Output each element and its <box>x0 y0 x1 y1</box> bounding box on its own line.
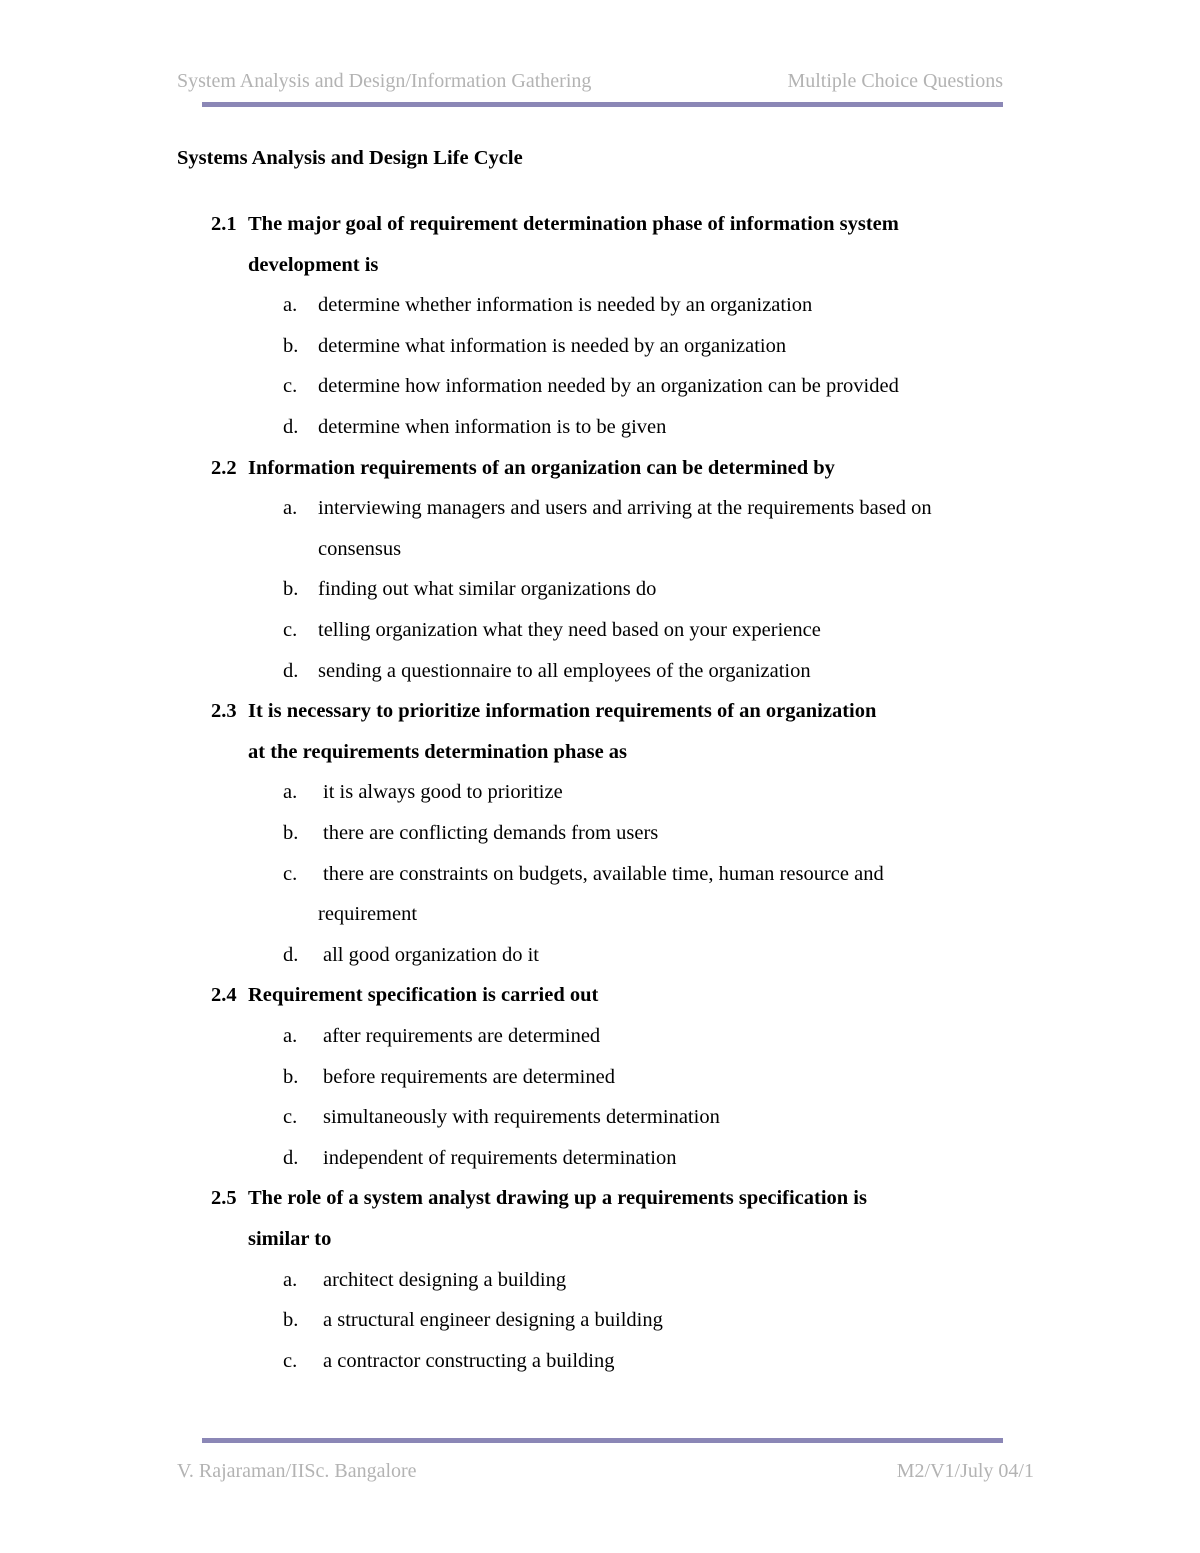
option-text: there are conflicting demands from users <box>323 822 659 844</box>
option-letter: c. <box>283 1350 298 1372</box>
option-letter: b. <box>283 578 299 600</box>
footer-rule <box>202 1438 1003 1443</box>
header-rule <box>202 102 1003 107</box>
option-letter: a. <box>283 294 298 316</box>
option-text: requirement <box>318 903 418 925</box>
question-number: 2.1 <box>211 213 237 235</box>
option-text: determine when information is to be given <box>318 416 667 438</box>
header-doc-title: System Analysis and Design/Information Gathering <box>177 70 592 92</box>
option-letter: c. <box>283 863 298 885</box>
option-text: before requirements are determined <box>323 1066 615 1088</box>
page-title: Systems Analysis and Design Life Cycle <box>177 147 523 169</box>
option-text: all good organization do it <box>323 944 539 966</box>
option-letter: d. <box>283 1147 299 1169</box>
footer-page-id: M2/V1/July 04/1 <box>896 1460 1034 1482</box>
option-letter: a. <box>283 1269 298 1291</box>
option-letter: c. <box>283 619 298 641</box>
option-text: a structural engineer designing a building <box>323 1309 663 1331</box>
option-text: it is always good to prioritize <box>323 781 563 803</box>
header-section-title: Multiple Choice Questions <box>787 70 1003 92</box>
option-letter: b. <box>283 822 299 844</box>
option-letter: c. <box>283 1106 298 1128</box>
option-text: finding out what similar organizations do <box>318 578 657 600</box>
footer-author: V. Rajaraman/IISc. Bangalore <box>177 1460 417 1482</box>
option-text: determine how information needed by an organization can be provided <box>318 375 899 397</box>
option-text: there are constraints on budgets, available time, human resource and <box>323 863 884 885</box>
question-text: The major goal of requirement determination phase of information system <box>248 213 899 235</box>
option-letter: d. <box>283 944 299 966</box>
option-letter: d. <box>283 660 299 682</box>
option-letter: b. <box>283 1309 299 1331</box>
option-text: a contractor constructing a building <box>323 1350 615 1372</box>
option-letter: a. <box>283 781 298 803</box>
question-number: 2.5 <box>211 1187 237 1209</box>
question-text: It is necessary to prioritize information requirements of an organization <box>248 700 877 722</box>
option-letter: b. <box>283 335 299 357</box>
question-number: 2.3 <box>211 700 237 722</box>
question-text: Information requirements of an organization can be determined by <box>248 457 835 479</box>
option-letter: d. <box>283 416 299 438</box>
option-text: consensus <box>318 538 402 560</box>
question-text: The role of a system analyst drawing up a requirements specification is <box>248 1187 867 1209</box>
question-number: 2.4 <box>211 984 237 1006</box>
question-text: similar to <box>248 1228 332 1250</box>
option-text: determine whether information is needed by an organization <box>318 294 813 316</box>
option-text: telling organization what they need based on your experience <box>318 619 821 641</box>
question-text: development is <box>248 254 379 276</box>
option-text: determine what information is needed by an organization <box>318 335 787 357</box>
option-text: independent of requirements determination <box>323 1147 677 1169</box>
option-letter: a. <box>283 497 298 519</box>
page-header <box>177 70 1003 98</box>
question-text: at the requirements determination phase as <box>248 741 628 763</box>
option-text: simultaneously with requirements determination <box>323 1106 720 1128</box>
option-letter: a. <box>283 1025 298 1047</box>
question-number: 2.2 <box>211 457 237 479</box>
option-text: sending a questionnaire to all employees of the organization <box>318 660 811 682</box>
option-text: architect designing a building <box>323 1269 567 1291</box>
question-text: Requirement specification is carried out <box>248 984 599 1006</box>
page-footer <box>177 1460 1034 1488</box>
option-text: interviewing managers and users and arriving at the requirements based on <box>318 497 932 519</box>
option-text: after requirements are determined <box>323 1025 601 1047</box>
option-letter: c. <box>283 375 298 397</box>
option-letter: b. <box>283 1066 299 1088</box>
